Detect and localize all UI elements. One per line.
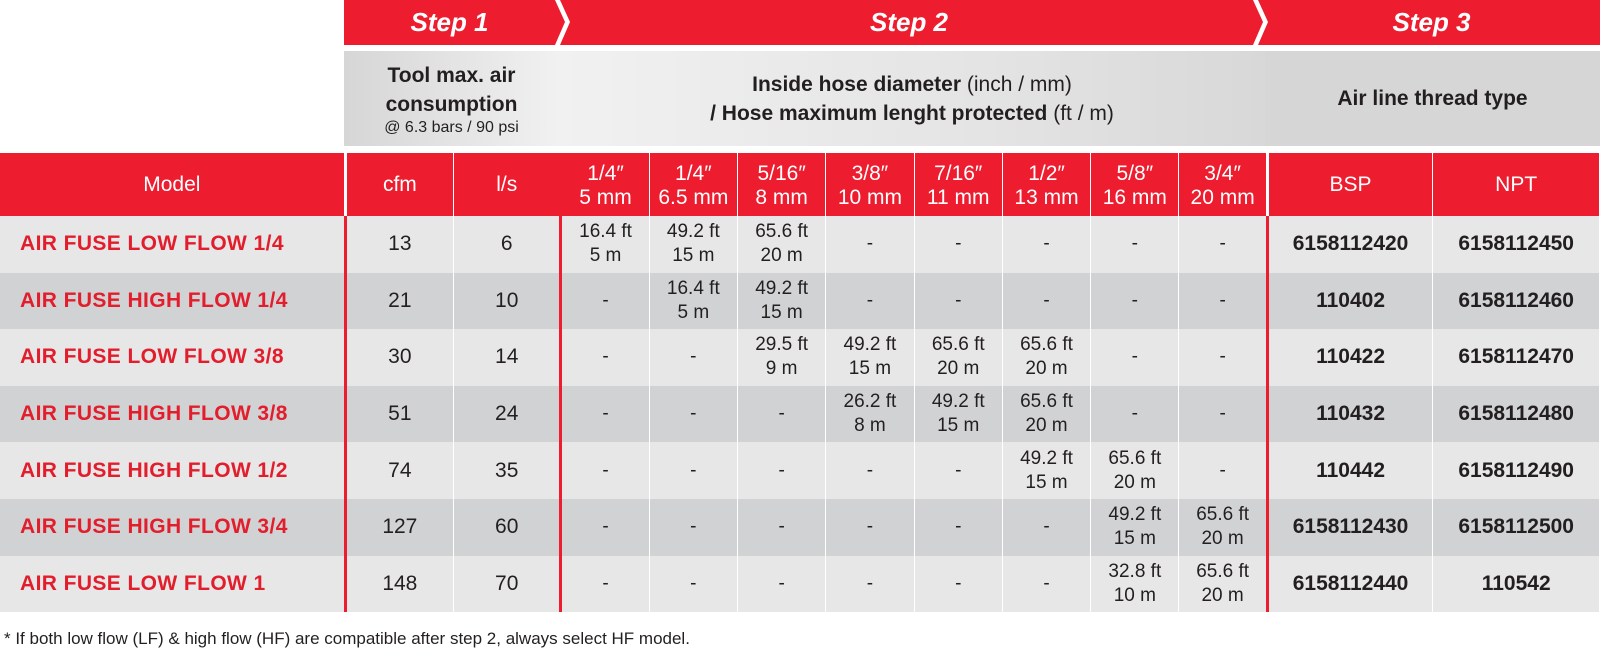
bsp-code: 110422 <box>1267 329 1433 386</box>
length-ft: - <box>778 516 785 538</box>
length-ft: - <box>690 403 697 425</box>
hose-inch-label: 5/8″ <box>1116 162 1154 185</box>
length-m: 20 m <box>1025 415 1068 437</box>
hose-length-cell <box>649 216 737 273</box>
length-m: 15 m <box>937 415 980 437</box>
length-m: 15 m <box>1113 528 1156 550</box>
air-consumption-note: @ 6.3 bars / 90 psi <box>384 118 519 136</box>
hose-length-cell <box>1091 556 1179 613</box>
hose-length-cell <box>649 329 737 386</box>
npt-code: 6158112470 <box>1433 329 1600 386</box>
cfm-value: 148 <box>345 556 453 613</box>
length-m: 15 m <box>760 301 803 323</box>
hose-length-cell <box>649 499 737 556</box>
hose-mm-label: 5 mm <box>579 186 632 209</box>
model-name: AIR FUSE LOW FLOW 1/4 <box>0 216 345 273</box>
hose-length-cell <box>826 556 914 613</box>
hose-length-cell <box>1002 556 1090 613</box>
npt-code: 6158112490 <box>1433 442 1600 499</box>
hose-length-cell <box>1002 216 1090 273</box>
ls-value: 24 <box>454 386 561 443</box>
ls-header: l/s <box>454 153 561 216</box>
hose-length-cell <box>914 442 1002 499</box>
hose-length-cell <box>826 273 914 330</box>
bsp-code: 6158112420 <box>1267 216 1433 273</box>
hose-inch-label: 3/8″ <box>851 162 889 185</box>
length-m: 10 m <box>1113 584 1156 606</box>
table-row <box>0 556 1600 613</box>
hose-size-header <box>914 153 1002 216</box>
length-ft: - <box>955 516 962 538</box>
hose-size-header <box>1002 153 1090 216</box>
length-ft: 49.2 ft <box>843 334 897 356</box>
table-row <box>0 499 1600 556</box>
hose-length-cell <box>826 386 914 443</box>
step1-subheader <box>344 51 559 146</box>
length-ft: - <box>955 289 962 311</box>
hose-mm-label: 13 mm <box>1014 186 1079 209</box>
hose-length-cell <box>1179 442 1267 499</box>
hose-inch-label: 5/16″ <box>757 162 806 185</box>
length-m: 20 m <box>937 358 980 380</box>
length-ft: - <box>1219 289 1226 311</box>
length-ft: 49.2 ft <box>666 221 720 243</box>
hose-mm-label: 11 mm <box>926 186 990 209</box>
hose-length-cell <box>561 386 649 443</box>
length-m: 20 m <box>1025 358 1068 380</box>
length-ft: - <box>866 516 874 538</box>
ls-value: 10 <box>454 273 561 330</box>
length-ft: - <box>1219 403 1226 425</box>
length-ft: - <box>1043 233 1050 255</box>
npt-code: 6158112450 <box>1433 216 1600 273</box>
length-ft: - <box>1219 459 1226 481</box>
hose-diameter-unit: (inch / mm) <box>966 72 1072 96</box>
hose-length-cell <box>1002 329 1090 386</box>
length-ft: - <box>1043 516 1050 538</box>
hose-length-cell <box>1179 273 1267 330</box>
hose-mm-label: 16 mm <box>1102 186 1167 209</box>
length-m: 20 m <box>1201 584 1244 606</box>
model-name: AIR FUSE HIGH FLOW 1/4 <box>0 273 345 330</box>
npt-code: 6158112500 <box>1433 499 1600 556</box>
hose-length-cell <box>561 499 649 556</box>
length-ft: 49.2 ft <box>755 277 809 299</box>
hose-length-cell <box>649 556 737 613</box>
length-ft: - <box>866 459 874 481</box>
length-ft: - <box>1043 289 1050 311</box>
air-consumption-title: Tool max. air consumption <box>385 63 518 116</box>
cfm-value: 30 <box>345 329 453 386</box>
ls-value: 60 <box>454 499 561 556</box>
hose-length-cell <box>1002 273 1090 330</box>
hose-length-cell <box>737 329 825 386</box>
length-ft: - <box>602 403 609 425</box>
hose-length-cell <box>1002 499 1090 556</box>
npt-header: NPT <box>1433 153 1600 216</box>
length-ft: 49.2 ft <box>931 391 985 413</box>
length-m: 15 m <box>1025 471 1068 493</box>
hose-length-cell <box>1091 216 1179 273</box>
step-1-label: Step 1 <box>410 7 489 37</box>
model-name: AIR FUSE HIGH FLOW 3/4 <box>0 499 345 556</box>
hose-length-cell <box>826 499 914 556</box>
length-ft: 16.4 ft <box>579 221 632 243</box>
length-m: 15 m <box>848 358 892 380</box>
ls-value: 70 <box>454 556 561 613</box>
hose-length-cell <box>914 386 1002 443</box>
hose-length-cell <box>1091 329 1179 386</box>
length-ft: - <box>1131 403 1138 425</box>
table-header-row <box>0 153 1600 216</box>
length-ft: 65.6 ft <box>931 334 985 356</box>
footnote: * If both low flow (LF) & high flow (HF) are compatible after step 2, always select HF model. <box>4 629 690 648</box>
cfm-value: 21 <box>345 273 453 330</box>
step3-subheader <box>1265 51 1600 146</box>
length-ft: 49.2 ft <box>1020 447 1073 469</box>
length-ft: - <box>955 572 962 594</box>
ls-value: 6 <box>454 216 561 273</box>
model-header: Model <box>0 153 345 216</box>
hose-length-cell <box>649 442 737 499</box>
step-2-label: Step 2 <box>869 7 949 37</box>
hose-length-cell <box>561 556 649 613</box>
bsp-code: 110402 <box>1267 273 1433 330</box>
hose-length-cell <box>561 329 649 386</box>
hose-inch-label: 1/4″ <box>675 162 712 185</box>
length-m: 9 m <box>765 358 798 380</box>
hose-length-cell <box>914 499 1002 556</box>
hose-length-cell <box>1179 386 1267 443</box>
table-row <box>0 329 1600 386</box>
hose-length-cell <box>1091 499 1179 556</box>
hose-length-cell <box>826 216 914 273</box>
length-ft: - <box>778 572 785 594</box>
hose-inch-label: 1/2″ <box>1028 162 1065 185</box>
hose-length-cell <box>914 556 1002 613</box>
model-name: AIR FUSE LOW FLOW 3/8 <box>0 329 345 386</box>
length-m: 5 m <box>677 301 710 323</box>
bsp-header: BSP <box>1267 153 1433 216</box>
length-ft: - <box>602 516 609 538</box>
length-ft: - <box>1043 572 1050 594</box>
length-ft: - <box>1219 233 1226 255</box>
ls-value: 14 <box>454 329 561 386</box>
hose-diameter-title: Inside hose diameter <box>752 72 962 96</box>
hose-size-header <box>649 153 737 216</box>
length-ft: - <box>1131 233 1138 255</box>
length-ft: 49.2 ft <box>1108 504 1162 526</box>
length-ft: - <box>602 459 609 481</box>
hose-size-header <box>1179 153 1267 216</box>
length-m: 8 m <box>854 415 886 437</box>
length-ft: 65.6 ft <box>1196 504 1250 526</box>
length-m: 20 m <box>1201 528 1244 550</box>
table-row <box>0 273 1600 330</box>
hose-mm-label: 10 mm <box>837 186 903 209</box>
table-row <box>0 442 1600 499</box>
hose-length-cell <box>1179 216 1267 273</box>
length-ft: - <box>955 459 962 481</box>
hose-length-unit: (ft / m) <box>1053 101 1114 125</box>
length-ft: - <box>602 289 609 311</box>
length-ft: 65.6 ft <box>755 221 809 243</box>
bsp-code: 110432 <box>1267 386 1433 443</box>
bsp-code: 110442 <box>1267 442 1433 499</box>
hose-length-cell <box>737 273 825 330</box>
cfm-value: 127 <box>345 499 453 556</box>
cfm-value: 51 <box>345 386 453 443</box>
length-ft: - <box>602 346 609 368</box>
length-ft: 16.4 ft <box>666 277 720 299</box>
step2-subheader <box>559 51 1265 146</box>
hose-length-cell <box>561 442 649 499</box>
hose-mm-label: 8 mm <box>755 186 808 209</box>
hose-length-cell <box>737 386 825 443</box>
hose-length-cell <box>914 329 1002 386</box>
table-row <box>0 386 1600 443</box>
length-m: 5 m <box>589 245 622 267</box>
hose-length-title: / Hose maximum lenght protected <box>710 101 1048 125</box>
table-body <box>0 216 1600 612</box>
hose-size-header <box>737 153 825 216</box>
model-name: AIR FUSE LOW FLOW 1 <box>0 556 345 613</box>
thread-type-title: Air line thread type <box>1337 87 1528 110</box>
bsp-code: 6158112430 <box>1267 499 1433 556</box>
length-m: 20 m <box>760 245 803 267</box>
hose-size-header <box>826 153 914 216</box>
table-row <box>0 216 1600 273</box>
length-ft: 65.6 ft <box>1020 391 1073 413</box>
length-ft: - <box>866 233 874 255</box>
length-ft: - <box>955 233 962 255</box>
length-ft: 32.8 ft <box>1108 560 1162 582</box>
hose-length-cell <box>826 329 914 386</box>
hose-length-cell <box>649 386 737 443</box>
step-banner <box>344 0 1600 45</box>
hose-length-cell <box>1002 442 1090 499</box>
length-ft: 65.6 ft <box>1108 447 1162 469</box>
air-fuse-table <box>0 153 1600 612</box>
length-ft: - <box>1131 346 1138 368</box>
hose-length-cell <box>914 273 1002 330</box>
length-ft: - <box>690 572 697 594</box>
hose-inch-label: 1/4″ <box>587 162 624 185</box>
hose-length-cell <box>1091 442 1179 499</box>
hose-length-cell <box>561 216 649 273</box>
npt-code: 110542 <box>1433 556 1600 613</box>
hose-inch-label: 7/16″ <box>934 162 983 185</box>
length-m: 20 m <box>1113 471 1156 493</box>
hose-length-cell <box>914 216 1002 273</box>
length-ft: - <box>866 572 874 594</box>
length-m: 15 m <box>672 245 715 267</box>
hose-length-cell <box>737 442 825 499</box>
hose-length-cell <box>1091 386 1179 443</box>
length-ft: - <box>1219 346 1226 368</box>
length-ft: 65.6 ft <box>1020 334 1073 356</box>
hose-length-cell <box>1179 499 1267 556</box>
hose-length-cell <box>649 273 737 330</box>
cfm-value: 13 <box>345 216 453 273</box>
hose-length-cell <box>1179 556 1267 613</box>
hose-length-cell <box>561 273 649 330</box>
bsp-code: 6158112440 <box>1267 556 1433 613</box>
step-3-label: Step 3 <box>1392 7 1471 37</box>
hose-size-header <box>561 153 649 216</box>
hose-length-cell <box>737 216 825 273</box>
hose-length-cell <box>1179 329 1267 386</box>
hose-inch-label: 3/4″ <box>1204 162 1241 185</box>
length-ft: - <box>602 572 609 594</box>
hose-mm-label: 20 mm <box>1190 186 1255 209</box>
length-ft: - <box>1131 289 1138 311</box>
length-ft: 26.2 ft <box>843 391 897 413</box>
hose-length-cell <box>737 499 825 556</box>
npt-code: 6158112460 <box>1433 273 1600 330</box>
hose-length-cell <box>737 556 825 613</box>
hose-mm-label: 6.5 mm <box>658 186 729 209</box>
npt-code: 6158112480 <box>1433 386 1600 443</box>
hose-length-cell <box>826 442 914 499</box>
cfm-header: cfm <box>345 153 453 216</box>
length-ft: - <box>690 346 697 368</box>
length-ft: - <box>866 289 874 311</box>
length-ft: 65.6 ft <box>1196 560 1250 582</box>
model-name: AIR FUSE HIGH FLOW 1/2 <box>0 442 345 499</box>
hose-length-cell <box>1091 273 1179 330</box>
cfm-value: 74 <box>345 442 453 499</box>
length-ft: - <box>778 403 785 425</box>
length-ft: - <box>778 459 785 481</box>
length-ft: 29.5 ft <box>755 334 809 356</box>
length-ft: - <box>690 516 697 538</box>
model-name: AIR FUSE HIGH FLOW 3/8 <box>0 386 345 443</box>
hose-length-cell <box>1002 386 1090 443</box>
length-ft: - <box>690 459 697 481</box>
hose-size-header <box>1091 153 1179 216</box>
ls-value: 35 <box>454 442 561 499</box>
